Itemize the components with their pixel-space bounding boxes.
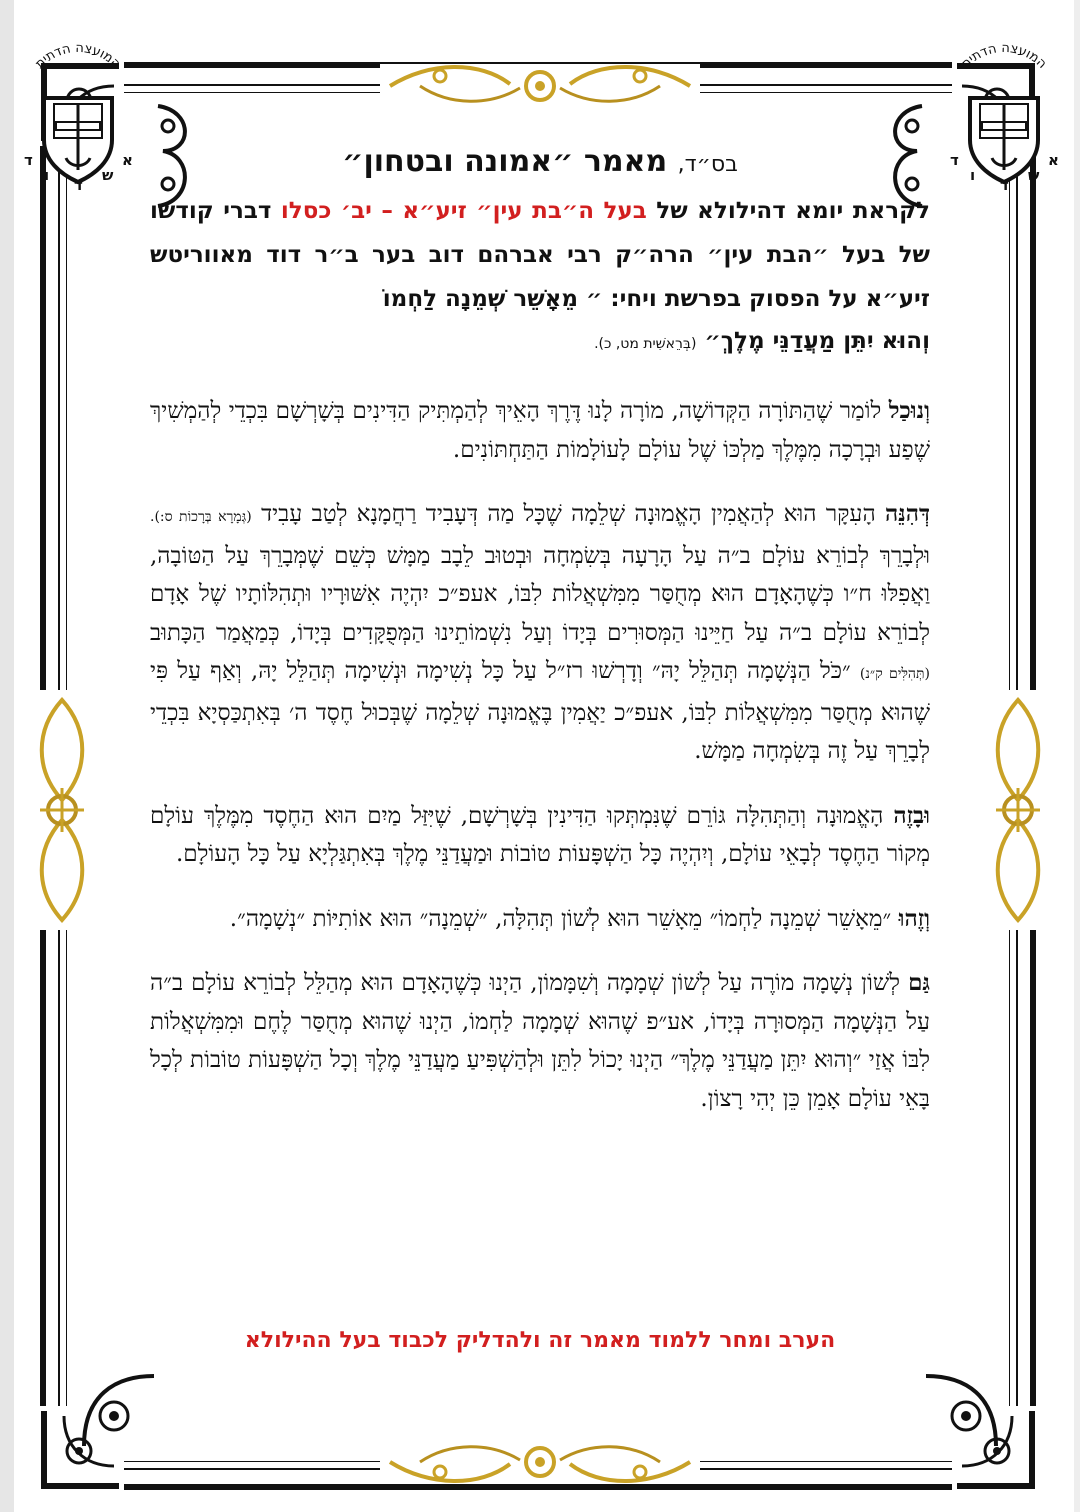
svg-text:ש: ש (102, 166, 114, 184)
article-body (150, 138, 930, 1144)
gold-ornament-bottom (380, 1432, 700, 1492)
title-main: מאמר ״אמונה ובטחון״ (342, 144, 668, 179)
paragraph-1 (150, 392, 930, 469)
page-title (150, 144, 930, 179)
header-line3 (150, 321, 930, 364)
header-line1-text: לקראת יומא דהילולא של (656, 198, 930, 224)
citation: (גְּמָרָא בְּרָכוֹת ס:). (150, 509, 252, 525)
paragraph-lead: וְזֶהוּ (898, 904, 930, 932)
religious-council-logo-right (940, 40, 1068, 190)
svg-text:א: א (1048, 151, 1059, 169)
paragraph-text: ״מֵאָשֵׁר שְׁמֵנָה לַחְמוֹ״ מֵאָשֵׁר הוּא לְשׁוֹן תְּהִלָּה, ״שְׁמֵנָה״ הוּא אוֹתִיּוֹת ״נְשָׁמָה״. (229, 905, 892, 932)
header-verse-citation: (בְּרֵאשִׁית מט, כ). (594, 336, 697, 352)
gold-ornament-right (986, 690, 1050, 930)
header-line2: דברי קודשו של בעל ״הבת עין״ הרה״ק רבי אברהם דוב בער ב״ר דוד מאווריטש זיע״א על הפסוק בפרשת ויחי: ״ מֵאָשֵׁר שְׁמֵנָה לַחְמוֹ (150, 198, 930, 312)
swirl-ornament-bottom-right (916, 1366, 1006, 1456)
svg-text:ד: ד (950, 151, 959, 169)
svg-text:ו: ו (44, 166, 50, 184)
swirl-ornament-bottom-left (74, 1366, 164, 1456)
footer-call-to-action: הערב ומחר ללמוד מאמר זה ולהדליק לכבוד בעל ההילולא (244, 1328, 836, 1353)
svg-text:המועצה הדתית: המועצה הדתית (958, 40, 1050, 72)
paragraph-5 (150, 964, 930, 1118)
svg-text:המועצה הדתית: המועצה הדתית (32, 40, 124, 72)
paragraph-text: לוֹמַר שֶׁהַתּוֹרָה הַקְּדוֹשָׁה, מוֹרָה לָנוּ דֶּרֶךְ הָאֵיךְ לְהַמְתִּיק הַדִּינִים בְּשָׁרְשָׁם בִּכְדֵי לְהַמְשִׁיךְ שֶׁפַע וּבְרָכָה מִמֶּלֶךְ מַלְכּוֹ שֶׁל עוֹלָם לָעוֹלָמוֹת הַתַּחְתּוֹנִים. (150, 398, 930, 463)
svg-text:ו: ו (970, 166, 976, 184)
paragraph-lead: דְּהִנֵּה (885, 500, 931, 527)
svg-text:א: א (122, 151, 133, 169)
svg-text:ש: ש (1028, 166, 1040, 184)
svg-text:ד: ד (24, 151, 33, 169)
gold-ornament-left (30, 690, 94, 930)
title-prefix: בס״ד, (677, 152, 738, 177)
paragraph-3 (150, 797, 930, 874)
paragraph-text: וּלְבָרֵךְ לְבוֹרֵא עוֹלָם ב״ה עַל הָרָעָה בְּשִׂמְחָה וּבְטוּב לֵבָב מַמָּשׁ כְּשֵׁם שֶׁמְּבָרֵךְ עַל הַטּוֹבָה, וַאֲפִלּוּ ח״ו כְּשֶׁהָאָדָם הוּא מְחֻסַּר מִמִּשְׁאֲלוֹת לִבּוֹ, אעפ״כ יִהְיֶה אִשּׁוּרָיו וּתְהִלּוֹתָיו שֶׁל אָדָם לְבוֹרֵא עוֹלָם ב״ה עַל חַיֵּינוּ הַמְּסוּרִים בְּיָדוֹ וְעַל נִשְׁמוֹתֵינוּ הַמְּפֻקָּדִים בְּיָדוֹ, כְּמַאֲמַר הַכָּתוּב (150, 542, 930, 646)
paragraph-text: הָאֱמוּנָה וְהַתְּהִלָּה גּוֹרֵם שֶׁנִּמְתְּקוּ הַדִּינִין בְּשָׁרְשָׁם, שֶׁיִּזַּל מַיִם הוּא הַחֶסֶד מִמֶּלֶךְ עוֹלָם מְקוֹר הַחֶסֶד לְבָאֵי עוֹלָם, וְיִהְיֶה כָּל הַשְׁפָּעוֹת טוֹבוֹת וּמַעֲדַנֵּי מֶלֶךְ בְּאִתְגַּלְיָא עַל כָּל הָעוֹלָם. (150, 802, 930, 867)
citation: (תְּהִלִּים ק״נ) (859, 666, 930, 682)
svg-text:ד: ד (1000, 176, 1009, 190)
paragraph-lead: גַּם (908, 969, 931, 996)
paragraph-lead: וְנוּכַל (888, 397, 930, 424)
header-block (150, 189, 930, 321)
paragraph-lead: וּבָזֶה (893, 801, 930, 829)
header-line1-highlight: בעל ה״בת עין״ זיע״א – יב׳ כסלו (280, 198, 647, 224)
paragraph-4 (150, 900, 930, 939)
religious-council-logo-left (14, 40, 142, 190)
header-verse: וְהוּא יִתֵּן מַעֲדַנֵּי מֶלֶךְ״ (704, 328, 930, 354)
svg-text:ד: ד (74, 176, 83, 190)
paragraph-text: ״כֹּל הַנְּשָׁמָה תְּהַלֵּל יָהּ״ וְדָרְשׁוּ רז״ל עַל כָּל נְשִׁימָה וּנְשִׁימָה תְּהַלֵּל יָהּ, וְאַף עַל פִּי שֶׁהוּא מְחֻסַּר מִמִּשְׁאֲלוֹת לִבּוֹ, אעפ״כ יַאֲמִין בֶּאֱמוּנָה שְׁלֵמָה שֶׁבְּכוּל חֶסֶד ה׳ בְּאִתְכַּסְיָא בִּכְדֵי לְבָרֵךְ עַל זֶה בְּשִׂמְחָה מַמָּשׁ. (150, 658, 930, 764)
gold-ornament-top (380, 56, 700, 116)
paragraph-2 (150, 495, 930, 771)
paragraph-text: לְשׁוֹן נְשָׁמָה מוֹרֶה עַל לְשׁוֹן שְׁמָמָה וְשִׁמָּמוֹן, הַיְנוּ כְּשֶׁהָאָדָם הוּא מְהַלֵּל לְבוֹרֵא עוֹלָם ב״ה עַל הַנְּשָׁמָה הַמְּסוּרָה בְּיָדוֹ, אע״פ שֶׁהוּא שְׁמָמָה לַחְמוֹ, הַיְנוּ שֶׁהוּא מְחֻסַּר לֶחֶם וּמִמִּשְׁאֲלוֹת לִבּוֹ אֲזַי ״וְהוּא יִתֵּן מַעֲדַנֵּי מֶלֶךְ״ הַיְנוּ יָכוֹל לִתֵּן וּלְהַשְׁפִּיעַ מַעֲדַנֵּי מֶלֶךְ וְכָל הַשְׁפָּעוֹת טוֹבוֹת לְכָל בָּאֵי עוֹלָם אָמֵן כֵּן יְהִי רָצוֹן. (149, 970, 930, 1112)
paragraph-text: הָעִקָּר הוּא לְהַאֲמִין הָאֱמוּנָה שְׁלֵמָה שֶׁכָּל מַה דְּעָבִיד רַחֲמָנָא לְטַב עָבִיד (261, 501, 876, 527)
